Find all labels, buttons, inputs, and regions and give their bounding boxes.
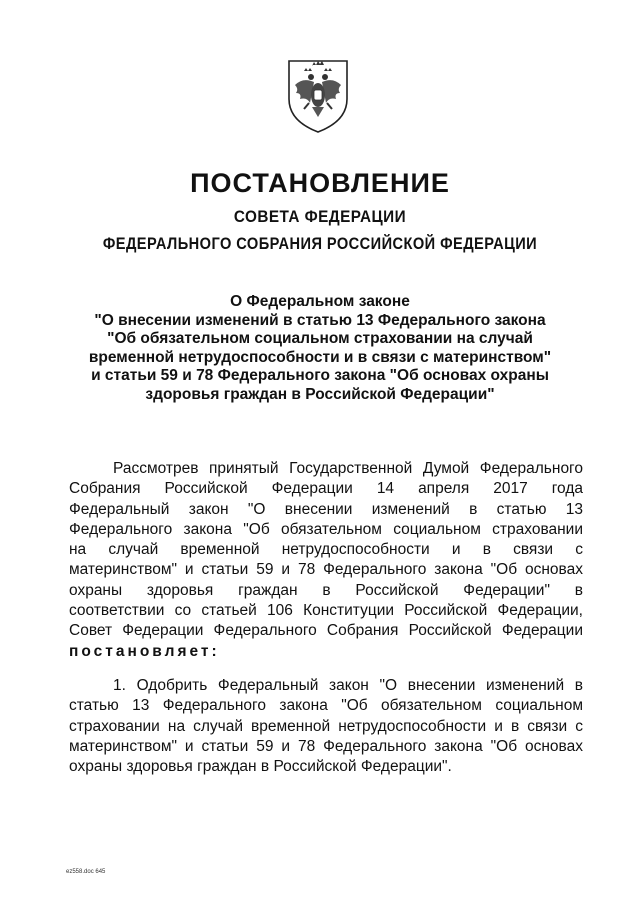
issuer-line-2: ФЕДЕРАЛЬНОГО СОБРАНИЯ РОССИЙСКОЙ ФЕДЕРАЦИИ <box>102 234 538 253</box>
paragraph-line: Федеральный закон "О внесении изменений в статью 13 <box>69 500 583 518</box>
paragraph-line: Собрания Российской Федерации 14 апреля 2017 года <box>69 480 583 498</box>
subject-line: здоровья граждан в Российской Федерации" <box>145 385 495 403</box>
preamble-paragraph <box>69 459 583 662</box>
clause-1-paragraph <box>69 676 583 777</box>
paragraph-line: на случай временной нетрудоспособности и в связи с <box>69 541 583 559</box>
paragraph-line: материнством" и статьи 59 и 78 Федерального закона "Об основах <box>69 561 583 579</box>
paragraph-line: 1. Одобрить Федеральный закон "О внесении изменений в <box>113 677 583 694</box>
paragraph-line: Федерального закона "Об обязательном социальном страховании <box>69 520 583 538</box>
subject-line: и статьи 59 и 78 Федерального закона "Об основах охраны <box>91 367 549 385</box>
subject-line: "Об обязательном социальном страховании на случай <box>107 330 533 348</box>
subject-line: "О внесении изменений в статью 13 Федерального закона <box>94 311 546 329</box>
paragraph-line: страховании на случай временной нетрудоспособности и в связи с <box>69 717 583 735</box>
paragraph-line: Совет Федерации Федерального Собрания Российской Федерации <box>69 622 583 640</box>
page-title: ПОСТАНОВЛЕНИЕ <box>190 168 450 198</box>
paragraph-line: Рассмотрев принятый Государственной Думой Федерального <box>113 460 583 477</box>
issuer-line-1: СОВЕТА ФЕДЕРАЦИИ <box>233 207 407 226</box>
paragraph-line: статью 13 Федерального закона "Об обязательном социальном <box>69 697 583 715</box>
paragraph-line: соответствии со статьей 106 Конституции Российской Федерации, <box>69 602 583 620</box>
paragraph-line: охраны здоровья граждан в Российской Федерации". <box>69 758 452 776</box>
paragraph-line: материнством" и статьи 59 и 78 Федерального закона "Об основах <box>69 737 583 755</box>
subject-line: О Федеральном законе <box>230 293 410 310</box>
document-code: ez558.doc 645 <box>66 869 106 875</box>
resolves-word: постановляет: <box>69 642 220 660</box>
paragraph-line: охраны здоровья граждан в Российской Федерации" в <box>69 581 583 599</box>
subject-line: временной нетрудоспособности и в связи с материнством" <box>88 348 552 366</box>
russian-coat-of-arms-icon <box>283 55 353 135</box>
document-subject <box>70 293 570 405</box>
